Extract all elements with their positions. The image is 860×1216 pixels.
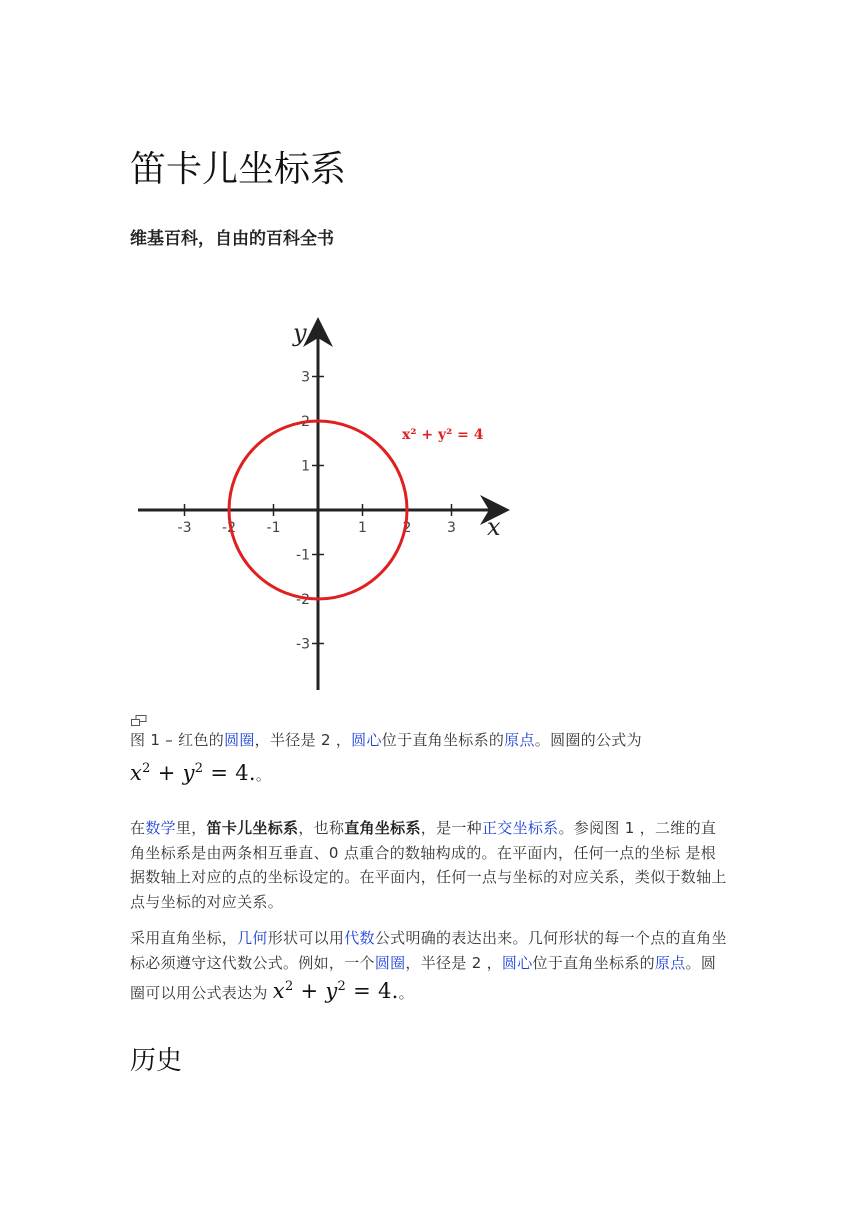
section-heading-history: 历史 — [130, 1046, 183, 1076]
y-tick-label: -1 — [296, 547, 310, 564]
x-tick-label: 2 — [402, 520, 412, 536]
x-tick-label: -2 — [222, 520, 236, 536]
link-math[interactable]: 数学 — [145, 819, 176, 837]
x-axis-label: x — [487, 513, 501, 541]
page-title: 笛卡儿坐标系 — [130, 149, 347, 190]
y-tick-label: 3 — [301, 369, 310, 386]
link-circle[interactable]: 圆圈 — [224, 731, 255, 749]
link-algebra[interactable]: 代数 — [344, 929, 375, 947]
link-origin-2[interactable]: 原点 — [654, 953, 686, 972]
figure-caption: 图 1 – 红色的圆圈，半径是 2 ，圆心位于直角坐标系的原点。圆圈的公式为 $x^2 + y^2 = 4$.。 — [130, 731, 642, 785]
link-center[interactable]: 圆心 — [351, 731, 382, 749]
y-tick-label: 1 — [301, 458, 310, 475]
enlarge-icon[interactable] — [131, 715, 147, 726]
y-tick-label: -3 — [296, 636, 310, 653]
x-tick-label: 1 — [358, 520, 367, 536]
caption-formula: $x^2 + y^2 = 4$. — [130, 760, 256, 785]
link-circle-2[interactable]: 圆圈 — [374, 953, 406, 972]
paragraph-intro: 在数学里，笛卡儿坐标系，也称直角坐标系，是一种正交坐标系。参阅图 1 ，二维的直角坐标系是由两条相互垂直、0 点重合的数轴构成的。在平面内，任何一点的坐标 是根据数轴上对应的点的坐标设定的。在平面内，任何一点与坐标的对应关系，类似于数轴上点与坐标的对应关系。 — [130, 819, 727, 911]
link-origin[interactable]: 原点 — [504, 731, 535, 749]
page-subtitle: 维基百科，自由的百科全书 — [130, 229, 334, 249]
coordinate-plot — [130, 315, 510, 700]
link-geometry[interactable]: 几何 — [237, 929, 268, 947]
link-orthogonal-coordinates[interactable]: 正交坐标系 — [481, 819, 559, 837]
y-tick-label: -2 — [296, 592, 310, 608]
equation-label: x² + y² = 4 — [402, 427, 484, 443]
x-tick-label: 3 — [447, 520, 456, 536]
link-center-2[interactable]: 圆心 — [501, 953, 533, 972]
paragraph-geometry: 采用直角坐标，几何形状可以用代数公式明确的表达出来。几何形状的每一个点的直角坐标必须遵守这代数公式。例如，一个圆圈，半径是 2 ，圆心位于直角坐标系的原点。圆圈可以用公式表达为 $x^2 + y^2 = 4$.。 — [130, 929, 727, 1003]
x-tick-label: -3 — [177, 520, 192, 536]
x-tick-label: -1 — [266, 520, 281, 536]
paragraph-formula: $x^2 + y^2 = 4$. — [272, 979, 399, 1003]
y-axis-label: y — [293, 319, 307, 347]
y-tick-label: 2 — [301, 414, 310, 430]
coordinate-figure[interactable] — [130, 315, 510, 700]
